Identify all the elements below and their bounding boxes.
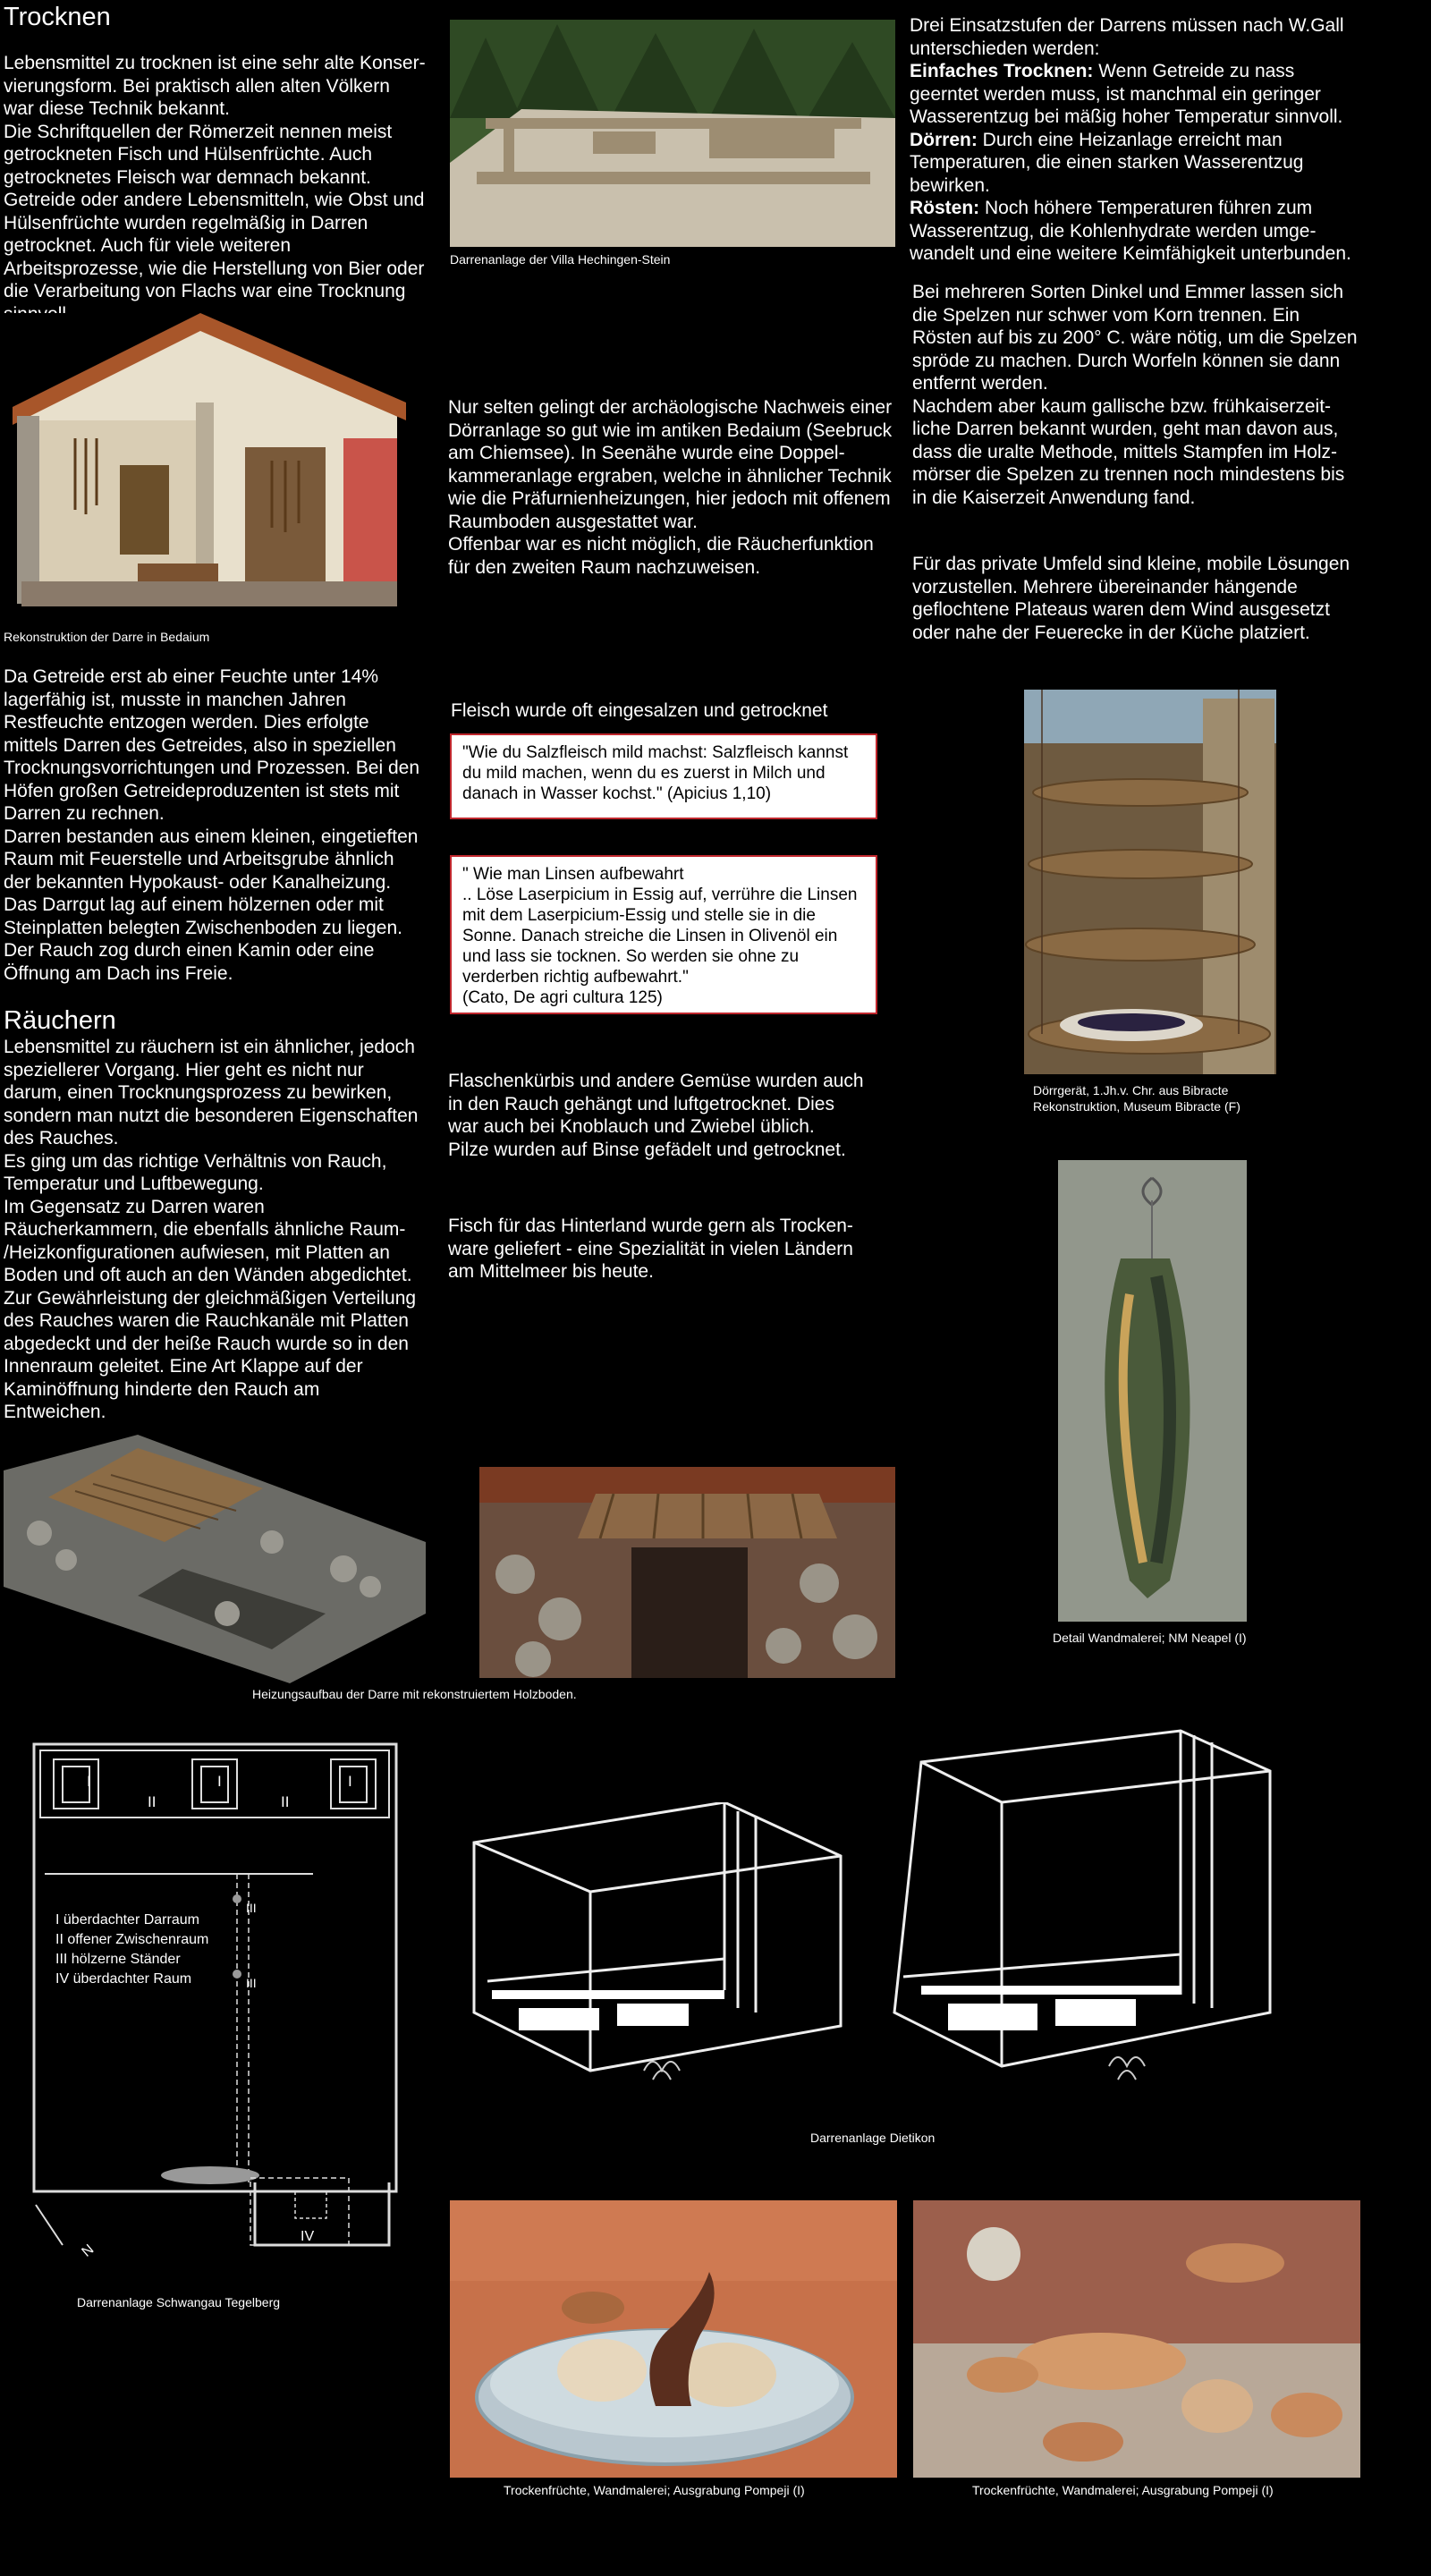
darre-stone-model-image — [4, 1435, 426, 1683]
plan-label-1: I — [87, 1773, 91, 1790]
schwangau-plan-drawing — [27, 1740, 402, 2250]
caption-pompeji-1: Trockenfrüchte, Wandmalerei; Ausgrabung Pompeji (I) — [504, 2483, 805, 2497]
pompeji-fresco-fruits-image — [913, 2200, 1360, 2478]
bedaium-reconstruction-image — [4, 313, 410, 626]
text-roesten: Noch höhere Temperaturen führen zum Wasserentzug, die Kohlenhydrate werden umge- wandelt und eine weitere Keimfähigkeit unterbunden. — [910, 198, 1351, 264]
dietikon-drawing-right — [885, 1726, 1274, 2124]
intro-text: Drei Einsatzstufen der Darrens müssen nach W.Gall unterschieden werden: — [910, 15, 1344, 59]
paragraph-trocknen: Lebensmittel zu trocknen ist eine sehr alte Konser- vierungsform. Bei praktisch allen alten Völkern war diese Technik bekannt. Die Schriftquellen der Römerzeit nennen meist getrockneten Fisch und Hülsenfrüchte. Auch getrocknetes Fleisch war demnach bekannt. Getreide oder andere Lebensmitteln, wie Obst und Hülsenfrüchte wurden regelmäßig in Darren getrocknet. Auch für viele weiteren Arbeitsprozesse, wie die Herstellung von Bier oder die Verarbeitung von Flachs war eine Trocknung — [4, 53, 426, 301]
paragraph-bedaium: Nur selten gelingt der archäologische Nachweis einer Dörranlage so gut wie im antiken Bedaium (Seebruck am Chiemsee). In Seenähe wurde eine Doppel- kammeranlage ergraben, welche in ähnlicher Technik wie die Präfurnienheizungen, hier jedoch mit offenem Raumboden ausgestattet war. Offenbar war es nicht möglich, die Räucherfunktion für den zweiten Raum nachzuweisen. — [448, 397, 893, 578]
plan-label-4: II — [281, 1793, 290, 1810]
dietikon-drawing-left — [465, 1802, 859, 2106]
text-doerren: Durch eine Heizanlage erreicht man Temperaturen, die einen starken Wasserentzug bewirken. — [910, 129, 1304, 196]
paragraph-fisch: Fisch für das Hinterland wurde gern als Trocken- ware geliefert - eine Spezialität in vielen Ländern am Mittelmeer bis heute. — [448, 1216, 853, 1282]
pompeji-fresco-bowl-image — [450, 2200, 897, 2478]
plan-label-5: I — [348, 1773, 352, 1790]
paragraph-getreide: Da Getreide erst ab einer Feuchte unter 14% lagerfähig ist, musste in manchen Jahren Restfeuchte entzogen werden. Dies erfolgte mittels Darren des Getreides, also in speziellen Trocknungsvorrichtungen und Prozessen. Bei den Höfen großen Getreideproduzenten ist stets mit Darren zu rechnen. Darren bestanden aus einem kleinen, eingetieften Raum mit Feuerstelle und Arbeitsgrube ähnlich der bekannten Hypokaust- oder Kanalheizung. Das Darrgut lag auf einem hölzernen oder mit Steinplatten belegten Zwischenboden zu liegen. Der Rauch zog durch einen Kamin oder eine Öffnung am Dach ins Freie. — [4, 666, 419, 984]
plan-legend: I überdachter Darraum II offener Zwischenraum III hölzerne Ständer IV überdachter Raum — [55, 1912, 209, 1987]
heading-trocknen: Trocknen — [4, 3, 111, 31]
caption-schwangau: Darrenanlage Schwangau Tegelberg — [77, 2295, 281, 2309]
paragraph-raeuchern: Lebensmittel zu räuchern ist ein ähnlicher, jedoch speziellerer Vorgang. Hier geht es nicht nur darum, einen Trocknungsprozess zu bewirken, sondern man nutzt die besonderen Eigenschaften des Rauches. Es ging um das richtige Verhältnis von Rauch, Temperatur und Luftbewegung. Im Gegensatz zu Darren waren Räucherkammern, die ebenfalls ähnliche Raum- /Heizkonfigurationen aufwiesen, mit Platten an Boden und oft auch an den Wänden abgedichtet. Zur Gewährleistung der gleichmäßigen Verteilung des Rauches waren die Rauchkanäle mit Platten abgedeckt und der heiße Rauch wurde so in den Innenraum geleitet. Eine Art Klappe auf der Kaminöffnung hinderte den Rauch am Entweichen. — [4, 1037, 419, 1422]
plan-label-III-a: III — [246, 1901, 257, 1915]
caption-hechingen: Darrenanlage der Villa Hechingen-Stein — [450, 252, 671, 267]
quote-apicius: "Wie du Salzfleisch mild machst: Salzfleisch kannst du mild machen, wenn du es zuerst in Milch und danach in Wasser kochst." (Apicius 1,10) — [450, 733, 877, 819]
paragraph-kuerbis: Flaschenkürbis und andere Gemüse wurden auch in den Rauch gehängt und luftgetrocknet. Dies war auch bei Knoblauch und Zwiebel üblich. Pilze wurden auf Binse gefädelt und getrocknet. — [448, 1071, 864, 1160]
label-einfach: Einfaches Trocknen: — [910, 61, 1094, 81]
plan-label-2: II — [148, 1793, 157, 1810]
caption-bibracte: Dörrgerät, 1.Jh.v. Chr. aus Bibracte Rekonstruktion, Museum Bibracte (F) — [1033, 1083, 1240, 1114]
text-einfach: Wenn Getreide zu nass geerntet werden muss, ist manchmal ein geringer Wasserentzug bei mäßig hoher Temperatur sinnvoll. — [910, 61, 1343, 127]
caption-heizung: Heizungsaufbau der Darre mit rekonstruiertem Holzboden. — [252, 1687, 577, 1701]
heading-raeuchern: Räuchern — [4, 1006, 116, 1035]
paragraph-dinkel: Bei mehreren Sorten Dinkel und Emmer lassen sich die Spelzen nur schwer vom Korn trennen. Ein Rösten auf bis zu 200° C. wäre nötig, um die Spelzen spröde zu machen. Durch Worfeln können sie dann entfernt werden. Nachdem aber kaum gallische bzw. frühkaiserzeit- liche Darren bekannt wurden, geht man davon aus, dass die uralte Methode, mittels Stampfen im Holz- mörser die Spelzen zu trennen noch mindestens bis in die Kaiserzeit Anwendung fand. — [912, 282, 1358, 508]
label-doerren: Dörren: — [910, 129, 978, 150]
label-roesten: Rösten: — [910, 198, 980, 218]
hechingen-ruins-image — [450, 20, 895, 247]
plan-label-3: I — [217, 1773, 222, 1790]
bibracte-drying-rack-image — [1024, 690, 1276, 1074]
fish-fresco-image — [1058, 1160, 1247, 1622]
quote-cato: " Wie man Linsen aufbewahrt .. Löse Laserpicium in Essig auf, verrühre die Linsen mit dem Laserpicium-Essig und stelle sie in die Sonne. Danach streiche die Linsen in Olivenöl ein und lass sie tocknen. So werden sie ohne zu verderben richtig aufbewahrt." (Cato, De agri cultura 125) — [450, 855, 877, 1014]
plan-label-IV: IV — [301, 2229, 315, 2244]
plan-label-III-b: III — [246, 1976, 257, 1990]
darre-excavation-image — [479, 1467, 895, 1678]
caption-pompeji-2: Trockenfrüchte, Wandmalerei; Ausgrabung Pompeji (I) — [972, 2483, 1274, 2497]
paragraph-einsatzstufen — [910, 14, 1428, 266]
north-arrow-label: N — [79, 2241, 97, 2260]
caption-dietikon: Darrenanlage Dietikon — [810, 2131, 936, 2145]
caption-bedaium: Rekonstruktion der Darre in Bedaium — [4, 630, 210, 644]
caption-neapel: Detail Wandmalerei; NM Neapel (I) — [1053, 1631, 1247, 1645]
heading-fleisch: Fleisch wurde oft eingesalzen und getrocknet — [451, 700, 828, 721]
paragraph-privat: Für das private Umfeld sind kleine, mobile Lösungen vorzustellen. Mehrere übereinander hängende geflochtene Plateaus waren dem Wind ausgesetzt oder nahe der Feuerecke in der Küche platziert. — [912, 554, 1351, 643]
